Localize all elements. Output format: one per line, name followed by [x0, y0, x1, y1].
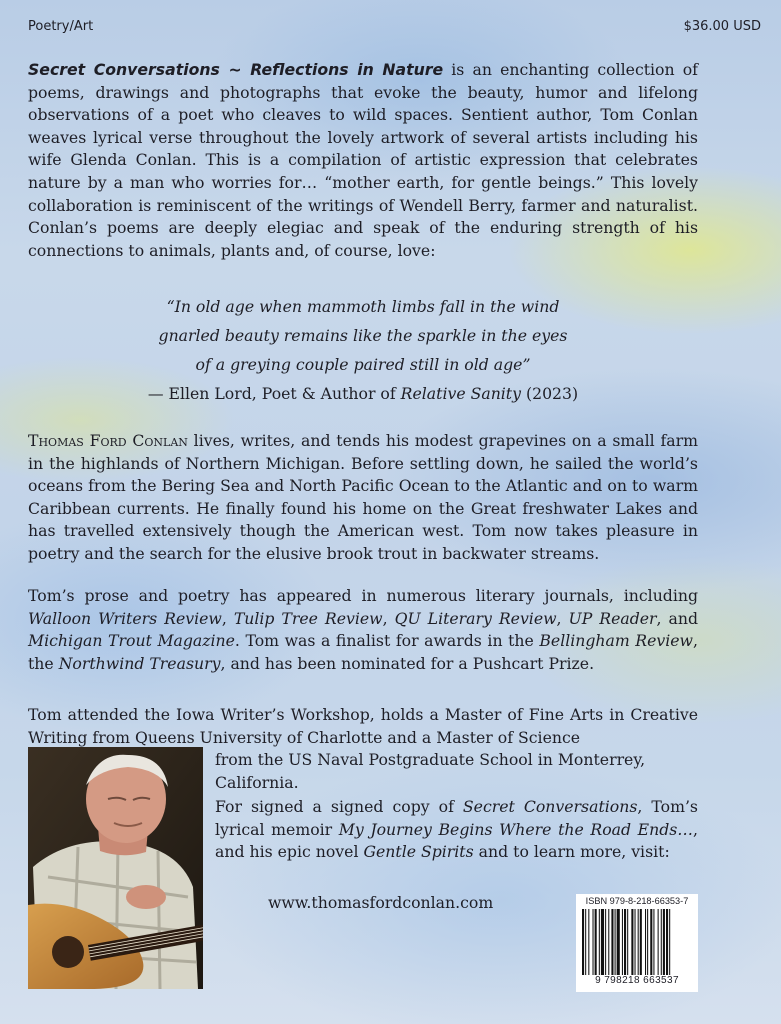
- website-link[interactable]: www.thomasfordconlan.com: [268, 893, 494, 912]
- order-paragraph: For signed a signed copy of Secret Conversations, Tom’s lyrical memoir My Journey Begins Where the Road Ends…, and his epic novel Gentle Spirits and to learn more, visit:: [215, 797, 698, 862]
- author-name: Thomas Ford Conlan: [28, 431, 188, 450]
- publications-paragraph: Tom’s prose and poetry has appeared in numerous literary journals, including Walloon Writers Review, Tulip Tree Review, QU Literary Review, UP Reader, and Michigan Trout Magazine. Tom was a finalist for awards in the Bellingham Review, the Northwind Treasury, and has been nominated for a Pushcart Prize.: [28, 586, 699, 673]
- price-label: $36.00 USD: [683, 19, 761, 34]
- journal-title: Northwind Treasury: [58, 653, 221, 673]
- author-photo: [28, 747, 203, 989]
- quote-line: gnarled beauty remains like the sparkle in the eyes: [158, 326, 568, 345]
- book-title-ref: Gentle Spirits: [363, 842, 474, 862]
- journal-title: QU Literary Review: [394, 608, 557, 628]
- book-title-ref: My Journey Begins Where the Road Ends…: [338, 819, 693, 839]
- isbn-label: ISBN 979-8-218-66353-7: [585, 896, 689, 906]
- author-photo-image: [28, 747, 203, 989]
- description-text: is an enchanting collection of poems, drawings and photographs that evoke the beauty, humor and lifelong observations of a poet who cleaves to wild spaces. Sentient author, Tom Conlan weaves lyrical verse throughout the lovely artwork of several artists including his wife Glenda Conlan. This is a compilation of artistic expression that celebrates nature by a man who worries for… “mother earth, for gentle beings.” This lovely collaboration is reminiscent of the writings of Wendell Berry, farmer and naturalist. Conlan’s poems are deeply elegiac and speak of the enduring strength of his connections to animals, plants and, of course, love:: [28, 60, 698, 260]
- education-paragraph-continued: from the US Naval Postgraduate School in Monterrey, California.: [215, 750, 646, 792]
- education-paragraph: Tom attended the Iowa Writer’s Workshop, holds a Master of Fine Arts in Creative Writing from Queens University of Charlotte and a Master of Science: [28, 705, 698, 747]
- barcode-digits: 9 798218 663537: [595, 975, 679, 986]
- book-title-ref: Secret Conversations: [462, 797, 638, 816]
- category-label: Poetry/Art: [28, 19, 94, 34]
- journal-title: Bellingham Review: [539, 631, 693, 651]
- journal-title: UP Reader: [568, 608, 657, 628]
- poem-quote: [28, 292, 698, 379]
- isbn-barcode: [576, 894, 698, 992]
- author-bio: Thomas Ford Conlan lives, writes, and tends his modest grapevines on a small farm in the highlands of Northern Michigan. Before settling down, he sailed the world’s oceans from the Bering Sea and North Pacific Ocean to the Atlantic and on to warm Caribbean currents. He finally found his home on the Great freshwater Lakes and has travelled extensively though the American west. Tom now takes pleasure in poetry and the search for the elusive brook trout in backwater streams.: [28, 431, 698, 563]
- quote-line: “In old age when mammoth limbs fall in the wind: [166, 297, 560, 316]
- quote-line: of a greying couple paired still in old age”: [195, 355, 531, 374]
- book-title: Secret Conversations ~ Reflections in Nature: [28, 60, 444, 79]
- quote-attribution: — Ellen Lord, Poet & Author of Relative Sanity (2023): [147, 384, 579, 403]
- barcode-bars: [582, 909, 692, 975]
- attribution-book-title: Relative Sanity: [400, 384, 521, 403]
- book-description: [28, 59, 698, 262]
- journal-title: Tulip Tree Review: [233, 608, 383, 628]
- journal-title: Walloon Writers Review: [28, 608, 222, 628]
- journal-title: Michigan Trout Magazine: [28, 631, 235, 651]
